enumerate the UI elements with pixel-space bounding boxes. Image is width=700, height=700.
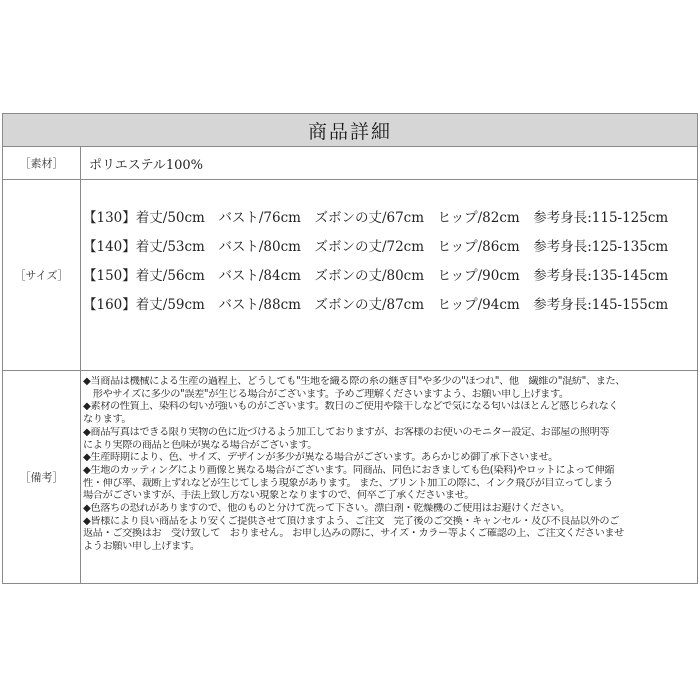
size-row bbox=[3, 180, 697, 371]
size-line-160: 【160】着丈/59cm バスト/88cm ズボンの丈/87cm ヒップ/94cm 参考身長:145-155cm bbox=[83, 297, 669, 313]
note-line: ようお願い申し上げます。 bbox=[83, 541, 200, 553]
size-list bbox=[83, 209, 697, 325]
size-line-150: 【150】着丈/56cm バスト/84cm ズボンの丈/80cm ヒップ/90cm 参考身長:135-145cm bbox=[83, 268, 669, 284]
note-line: なります。 bbox=[83, 414, 132, 426]
note-line: ◆色落ちの恐れがありますので、他のものと分けて洗って下さい。漂白剤・乾燥機のご使用はお避けください。 bbox=[83, 503, 570, 515]
material-value: ポリエステル100% bbox=[89, 157, 203, 173]
product-details-table bbox=[2, 113, 698, 584]
note-line: ◆素材の性質上、染料の匂いが強いものがございます。数日のご使用や陰干しなどで気になる匂いはほとんど感じられなく bbox=[83, 401, 619, 413]
material-content bbox=[81, 147, 697, 179]
note-line: により実際の商品と色味が異なる場合がございます。 bbox=[83, 439, 318, 451]
size-content bbox=[81, 180, 697, 370]
notes-content bbox=[81, 371, 697, 583]
size-label: ［サイズ］ bbox=[3, 180, 81, 370]
note-line: ◆当商品は機械による生産の過程上、どうしても"生地を織る際の糸の継ぎ目"や多少の"ほつれ"、他 繊維の"混紡"、また、 bbox=[83, 376, 626, 387]
material-label: ［素材］ bbox=[3, 147, 81, 179]
size-line-140: 【140】着丈/53cm バスト/80cm ズボンの丈/72cm ヒップ/86cm 参考身長:125-135cm bbox=[83, 239, 669, 255]
page-title: 商品詳細 bbox=[3, 114, 697, 147]
notes-row bbox=[3, 371, 697, 583]
material-row bbox=[3, 147, 697, 180]
note-line: 返品・ご交換はお 受け致して おりません。 お申し込みの際に、サイズ・カラー等よくご確認の上、ご注文くださいませ bbox=[83, 528, 624, 540]
note-line: ◆生地のカッティングにより画像と異なる場合がございます。同商品、同色におきましても色(染料)やロットによって伸縮 bbox=[83, 464, 615, 476]
notes-text bbox=[83, 376, 693, 554]
note-line: 場合がございますが、手法上致し方ない現象となりますので、何卒ご了承くださいませ。 bbox=[83, 490, 474, 502]
notes-label: ［備考］ bbox=[3, 371, 81, 583]
note-line: ◆皆様により良い商品をより安くご提供させて頂けますよう、ご注文 完了後のご交換・キャンセル・及び不良品以外のご bbox=[83, 515, 619, 527]
note-line: 性・伸び率、裁断上ずれなどが生じてしまう現象があります。 また、プリント加工の際に、インク飛びが目立ってしまう bbox=[83, 477, 613, 489]
note-line: 形やサイズに多少の"誤差"が生じる場合がございます。予めご理解くださいますよう、お願い申し上げます。 bbox=[83, 388, 569, 400]
note-line: ◆商品写真はできる限り実物の色に近づけるよう加工しておりますが、お客様のお使いのモニター設定、お部屋の照明等 bbox=[83, 426, 610, 438]
note-line: ◆生産時期により、色、サイズ、デザインが多少が異なる場合がございます。あらかじめ御了承下さいませ。 bbox=[83, 452, 558, 464]
size-line-130: 【130】着丈/50cm バスト/76cm ズボンの丈/67cm ヒップ/82cm 参考身長:115-125cm bbox=[83, 210, 669, 226]
